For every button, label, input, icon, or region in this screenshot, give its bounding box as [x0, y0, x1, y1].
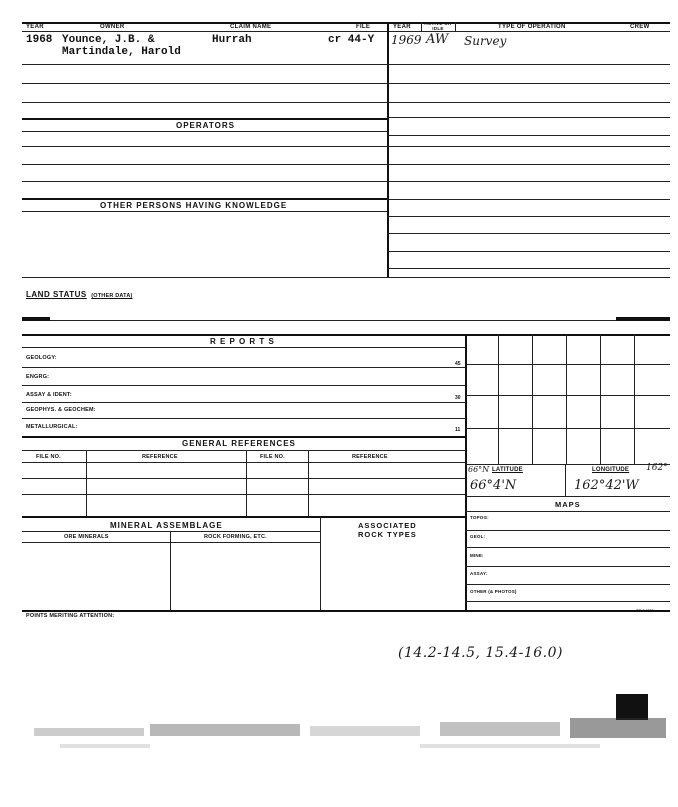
row-line — [387, 117, 670, 118]
grid-row — [465, 364, 670, 365]
lat-prefix: 66°N — [468, 465, 490, 474]
geology-label: GEOLOGY: — [26, 355, 57, 361]
record-op-year: 1969 — [391, 33, 422, 47]
row-line — [22, 542, 320, 543]
row-line — [387, 268, 670, 269]
right-panel-divider — [465, 334, 467, 610]
ref-file-no-2: FILE NO. — [260, 454, 285, 460]
row-line — [22, 146, 670, 147]
latitude-value: 66°4'N — [470, 478, 517, 493]
geol-label: GEOL: — [470, 534, 486, 539]
associated-heading: ASSOCIATED — [358, 521, 417, 530]
topog-label: TOPOG: — [470, 515, 489, 520]
general-references-heading: GENERAL REFERENCES — [182, 439, 296, 448]
row-line — [387, 233, 670, 234]
scan-noise — [60, 744, 150, 748]
record-owner-line2: Martindale, Harold — [62, 46, 181, 58]
mineral-top-rule — [22, 516, 465, 518]
row-line — [22, 385, 465, 386]
other-persons-heading: OTHER PERSONS HAVING KNOWLEDGE — [100, 201, 288, 210]
scan-noise — [570, 718, 666, 738]
header-crew: CREW — [630, 24, 650, 30]
ref-col-divider — [86, 450, 87, 516]
points-meriting-attention-label: POINTS MERITING ATTENTION: — [26, 613, 115, 619]
row-line — [22, 164, 670, 165]
record-type-of-operation: Survey — [464, 34, 507, 48]
record-file: cr 44-Y — [328, 34, 375, 46]
row-line — [22, 367, 465, 368]
row-line — [387, 199, 670, 200]
mineral-col-divider — [170, 531, 171, 610]
scan-black-mark — [616, 694, 648, 720]
ore-minerals-label: ORE MINERALS — [64, 534, 109, 540]
bottom-rule — [22, 610, 670, 612]
header-year-2: YEAR — [393, 24, 411, 30]
operators-heading: OPERATORS — [176, 121, 235, 130]
land-status-heading: LAND STATUS — [26, 290, 87, 299]
row-line — [22, 102, 670, 103]
scan-mark — [22, 317, 50, 321]
maps-heading: MAPS — [555, 500, 581, 509]
lat-lon-divider — [565, 464, 566, 496]
row-line — [22, 478, 465, 479]
maps-top-rule — [465, 496, 670, 497]
reports-heading: R E P O R T S — [210, 337, 275, 346]
grid-row — [465, 464, 670, 465]
row-line — [465, 601, 670, 602]
handwritten-note: (14.2-14.5, 15.4-16.0) — [398, 645, 563, 661]
row-line — [22, 347, 465, 348]
ref-reference-1: REFERENCE — [142, 454, 178, 460]
record-year: 1968 — [26, 34, 53, 46]
latitude-label: LATITUDE — [492, 467, 523, 473]
reports-top-rule — [22, 334, 670, 336]
row-line — [22, 83, 670, 84]
mine-label: MINE: — [470, 553, 484, 558]
scan-mark — [616, 317, 670, 321]
lon-prefix: 162° — [646, 463, 668, 473]
grid-col — [634, 334, 635, 464]
row-line — [22, 531, 320, 532]
row-line — [387, 251, 670, 252]
header-claim-name: CLAIM NAME — [230, 24, 272, 30]
header-type-of-operation: TYPE OF OPERATION — [498, 24, 566, 30]
form-number: SP-14652 — [636, 608, 654, 613]
row-line — [22, 181, 670, 182]
header-active-idle: ACTIVE OR IDLE — [424, 21, 452, 31]
ref-file-no-1: FILE NO. — [36, 454, 61, 460]
header-owner: OWNER — [100, 24, 125, 30]
operators-top-rule — [22, 118, 387, 120]
scan-noise — [440, 722, 560, 736]
header-year: YEAR — [26, 24, 44, 30]
row-line — [387, 216, 670, 217]
grid-row — [465, 395, 670, 396]
report-number-45: 45 — [455, 361, 461, 367]
header-divider-2 — [455, 22, 456, 32]
row-line — [22, 211, 387, 212]
row-line — [465, 584, 670, 585]
land-status-top-rule — [22, 277, 670, 278]
longitude-label: LONGITUDE — [592, 467, 630, 473]
general-references-top-rule — [22, 436, 465, 438]
record-owner-line1: Younce, J.B. & — [62, 34, 155, 46]
grid-col — [532, 334, 533, 464]
grid-col — [600, 334, 601, 464]
scan-noise — [150, 724, 300, 736]
record-claim-name: Hurrah — [212, 34, 252, 46]
row-line — [22, 402, 465, 403]
geophys-geochem-label: GEOPHYS. & GEOCHEM: — [26, 407, 96, 413]
row-line — [465, 511, 670, 512]
header-divider-1 — [421, 22, 422, 32]
ref-col-divider — [246, 450, 247, 516]
longitude-value: 162°42'W — [574, 478, 639, 493]
row-line — [22, 64, 670, 65]
grid-col — [566, 334, 567, 464]
row-line — [465, 566, 670, 567]
rock-types-divider — [320, 516, 321, 610]
land-status-label — [26, 284, 133, 302]
row-line — [465, 530, 670, 531]
ref-col-divider — [308, 450, 309, 516]
rock-forming-label: ROCK FORMING, ETC. — [204, 534, 267, 540]
mineral-assemblage-heading: MINERAL ASSEMBLAGE — [110, 521, 223, 530]
ref-reference-2: REFERENCE — [352, 454, 388, 460]
report-number-30: 30 — [455, 395, 461, 401]
other-persons-top-rule — [22, 198, 387, 200]
other-photos-label: OTHER (& PHOTOS) — [470, 589, 517, 594]
row-line — [22, 418, 465, 419]
header-file: FILE — [356, 24, 371, 30]
row-line — [22, 462, 465, 463]
engrg-label: ENGRG: — [26, 374, 50, 380]
report-number-11: 11 — [455, 427, 461, 433]
main-divider — [387, 22, 389, 277]
row-line — [465, 547, 670, 548]
scan-noise — [420, 744, 600, 748]
assay-ident-label: ASSAY & IDENT: — [26, 392, 72, 398]
row-line — [387, 135, 670, 136]
grid-row — [465, 428, 670, 429]
scan-noise — [310, 726, 420, 736]
header-bottom-rule — [22, 31, 670, 32]
assay-label: ASSAY: — [470, 571, 488, 576]
row-line — [22, 494, 465, 495]
metallurgical-label: METALLURGICAL: — [26, 424, 78, 430]
rock-types-heading: ROCK TYPES — [358, 530, 417, 539]
scan-noise — [34, 728, 144, 736]
row-line — [22, 450, 465, 451]
row-line — [22, 131, 387, 132]
land-status-subheading: (OTHER DATA) — [91, 293, 133, 299]
land-status-line — [22, 320, 670, 321]
record-active-idle: AW — [426, 32, 449, 47]
grid-col — [498, 334, 499, 464]
